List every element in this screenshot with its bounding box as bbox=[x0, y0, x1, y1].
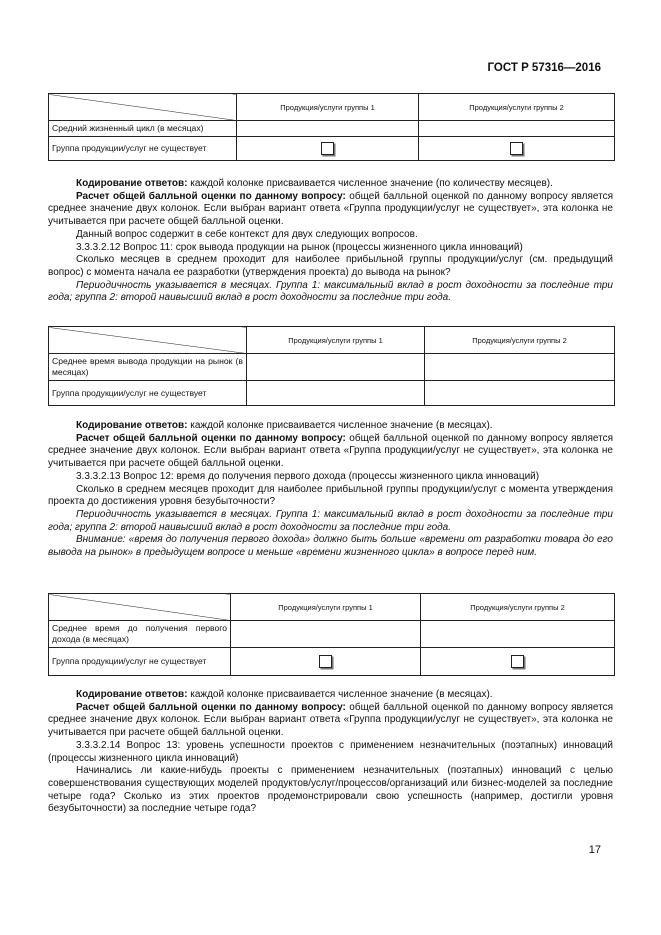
table-lifecycle bbox=[48, 93, 615, 161]
table-time-to-first-income bbox=[48, 593, 615, 676]
row-label-first-income: Среднее время до получения первого дохода (в месяцах) bbox=[49, 621, 231, 648]
column-header-group2: Продукция/услуги группы 2 bbox=[421, 594, 615, 621]
column-header-group1: Продукция/услуги группы 1 bbox=[237, 94, 419, 121]
checkbox[interactable] bbox=[321, 142, 334, 155]
row-label-not-exist: Группа продукции/услуг не существует bbox=[49, 648, 231, 676]
checkbox-cell-group1[interactable] bbox=[237, 137, 419, 161]
input-cell-group2[interactable] bbox=[419, 121, 615, 137]
input-cell-group2[interactable] bbox=[425, 381, 615, 406]
calc-text: общей балльной оценкой по данному вопросу является среднее значение двух колонок. Если выбран вариант ответа «Группа продукции/услуг не существует», эта колонка не учитывается при расчете общей балльной оценки. bbox=[48, 701, 613, 739]
paragraph bbox=[48, 178, 613, 191]
column-header-group2: Продукция/услуги группы 2 bbox=[419, 94, 615, 121]
column-header-group1: Продукция/услуги группы 1 bbox=[231, 594, 421, 621]
calc-label: Расчет общей балльной оценки по данному вопросу: bbox=[76, 701, 346, 713]
calc-text: общей балльной оценкой по данному вопросу является среднее значение двух колонок. Если выбран вариант ответа «Группа продукции/услуг не существует», эта колонка не учитывается при расчете общей балльной оценки. bbox=[48, 190, 613, 228]
row-label-time-to-market: Среднее время вывода продукции на рынок (в месяцах) bbox=[49, 354, 247, 381]
periodicity-note: Периодичность указывается в месяцах. Группа 1: максимальный вклад в рост доходности за последние три года; группа 2: второй наивысший вклад в рост доходности за последние три года. bbox=[48, 279, 613, 304]
input-cell-group2[interactable] bbox=[421, 621, 615, 648]
input-cell-group1[interactable] bbox=[231, 621, 421, 648]
question-text: Сколько в среднем месяцев проходит для наиболее прибыльной группы продукции/услуг с момента утверждения проекта до достижения уровня безубыточности? bbox=[48, 483, 613, 508]
question-heading: 3.3.3.2.13 Вопрос 12: время до получения первого дохода (процессы жизненного цикла инноваций) bbox=[76, 470, 540, 482]
paragraph bbox=[48, 433, 613, 471]
checkbox-cell-group2[interactable] bbox=[419, 137, 615, 161]
paragraph bbox=[48, 689, 613, 702]
diagonal-header-cell bbox=[49, 594, 231, 621]
note-paragraph: Данный вопрос содержит в себе контекст для двух следующих вопросов. bbox=[76, 228, 418, 240]
question-text: Сколько месяцев в среднем проходит для наиболее прибыльной группы продукции/услуг (см. предыдущий вопрос) с момента начала ее разработки (утверждения проекта) до вывода на рынок? bbox=[48, 254, 613, 278]
coding-label: Кодирование ответов: bbox=[76, 420, 188, 431]
question-text: Начинались ли какие-нибудь проекты с применением незначительных (поэтапных) инноваций с целью совершенствования существующих моделей продуктов/услуг/процессов/организаций или бизнес-моделей за последние четыре года? Сколько из этих проектов продемонстрировали свою успешность (например, достигли уровня безубыточности) за последние четыре года? bbox=[48, 765, 613, 815]
text-block-1 bbox=[48, 178, 613, 305]
paragraph bbox=[48, 420, 613, 433]
text-block-2 bbox=[48, 420, 613, 560]
calc-label: Расчет общей балльной оценки по данному вопросу: bbox=[76, 190, 346, 202]
diagonal-header-cell bbox=[49, 94, 237, 121]
coding-text: каждой колонке присваивается численное значение (в месяцах). bbox=[187, 420, 493, 431]
coding-text: каждой колонке присваивается численное значение (по количеству месяцев). bbox=[187, 178, 553, 189]
standard-number: ГОСТ Р 57316—2016 bbox=[487, 62, 601, 74]
checkbox[interactable] bbox=[319, 655, 332, 668]
input-cell-group1[interactable] bbox=[237, 121, 419, 137]
coding-text: каждой колонке присваивается численное значение (в месяцах). bbox=[187, 689, 493, 700]
row-label-lifecycle: Средний жизненный цикл (в месяцах) bbox=[49, 121, 237, 137]
checkbox[interactable] bbox=[510, 142, 523, 155]
input-cell-group2[interactable] bbox=[425, 354, 615, 381]
question-heading: 3.3.3.2.12 Вопрос 11: срок вывода продукции на рынок (процессы жизненного цикла инноваций) bbox=[76, 241, 523, 253]
column-header-group2: Продукция/услуги группы 2 bbox=[425, 327, 615, 354]
question-heading: 3.3.3.2.14 Вопрос 13: уровень успешности проектов с применением незначительных (поэтапных) инноваций (процессы жизненного цикла инноваций) bbox=[48, 739, 613, 764]
attention-note: Внимание: «время до получения первого дохода» должно быть больше «времени от разработки товара до его вывода на рынок» в предыдущем вопросе и меньше «времени жизненного цикла» в вопросе перед ним. bbox=[48, 534, 613, 559]
periodicity-note: Периодичность указывается в месяцах. Группа 1: максимальный вклад в рост доходности за последние три года; группа 2: второй наивысший вклад в рост доходности за последние три года. bbox=[48, 508, 613, 533]
row-label-not-exist: Группа продукции/услуг не существует bbox=[49, 137, 237, 161]
column-header-group1: Продукция/услуги группы 1 bbox=[247, 327, 425, 354]
paragraph bbox=[48, 191, 613, 229]
diagonal-header-cell bbox=[49, 327, 247, 354]
checkbox-cell-group1[interactable] bbox=[231, 648, 421, 676]
checkbox-cell-group2[interactable] bbox=[421, 648, 615, 676]
table-time-to-market bbox=[48, 326, 615, 406]
calc-label: Расчет общей балльной оценки по данному вопросу: bbox=[76, 432, 346, 444]
coding-label: Кодирование ответов: bbox=[76, 689, 188, 700]
calc-text: общей балльной оценкой по данному вопросу является среднее значение двух колонок. Если выбран вариант ответа «Группа продукции/услуг не существует», эта колонка не учитывается при расчете общей балльной оценки. bbox=[48, 432, 613, 470]
coding-label: Кодирование ответов: bbox=[76, 178, 188, 189]
input-cell-group1[interactable] bbox=[247, 354, 425, 381]
input-cell-group1[interactable] bbox=[247, 381, 425, 406]
page-number: 17 bbox=[588, 844, 601, 856]
text-block-3 bbox=[48, 689, 613, 816]
paragraph bbox=[48, 702, 613, 740]
row-label-not-exist: Группа продукции/услуг не существует bbox=[49, 381, 247, 406]
checkbox[interactable] bbox=[511, 655, 524, 668]
